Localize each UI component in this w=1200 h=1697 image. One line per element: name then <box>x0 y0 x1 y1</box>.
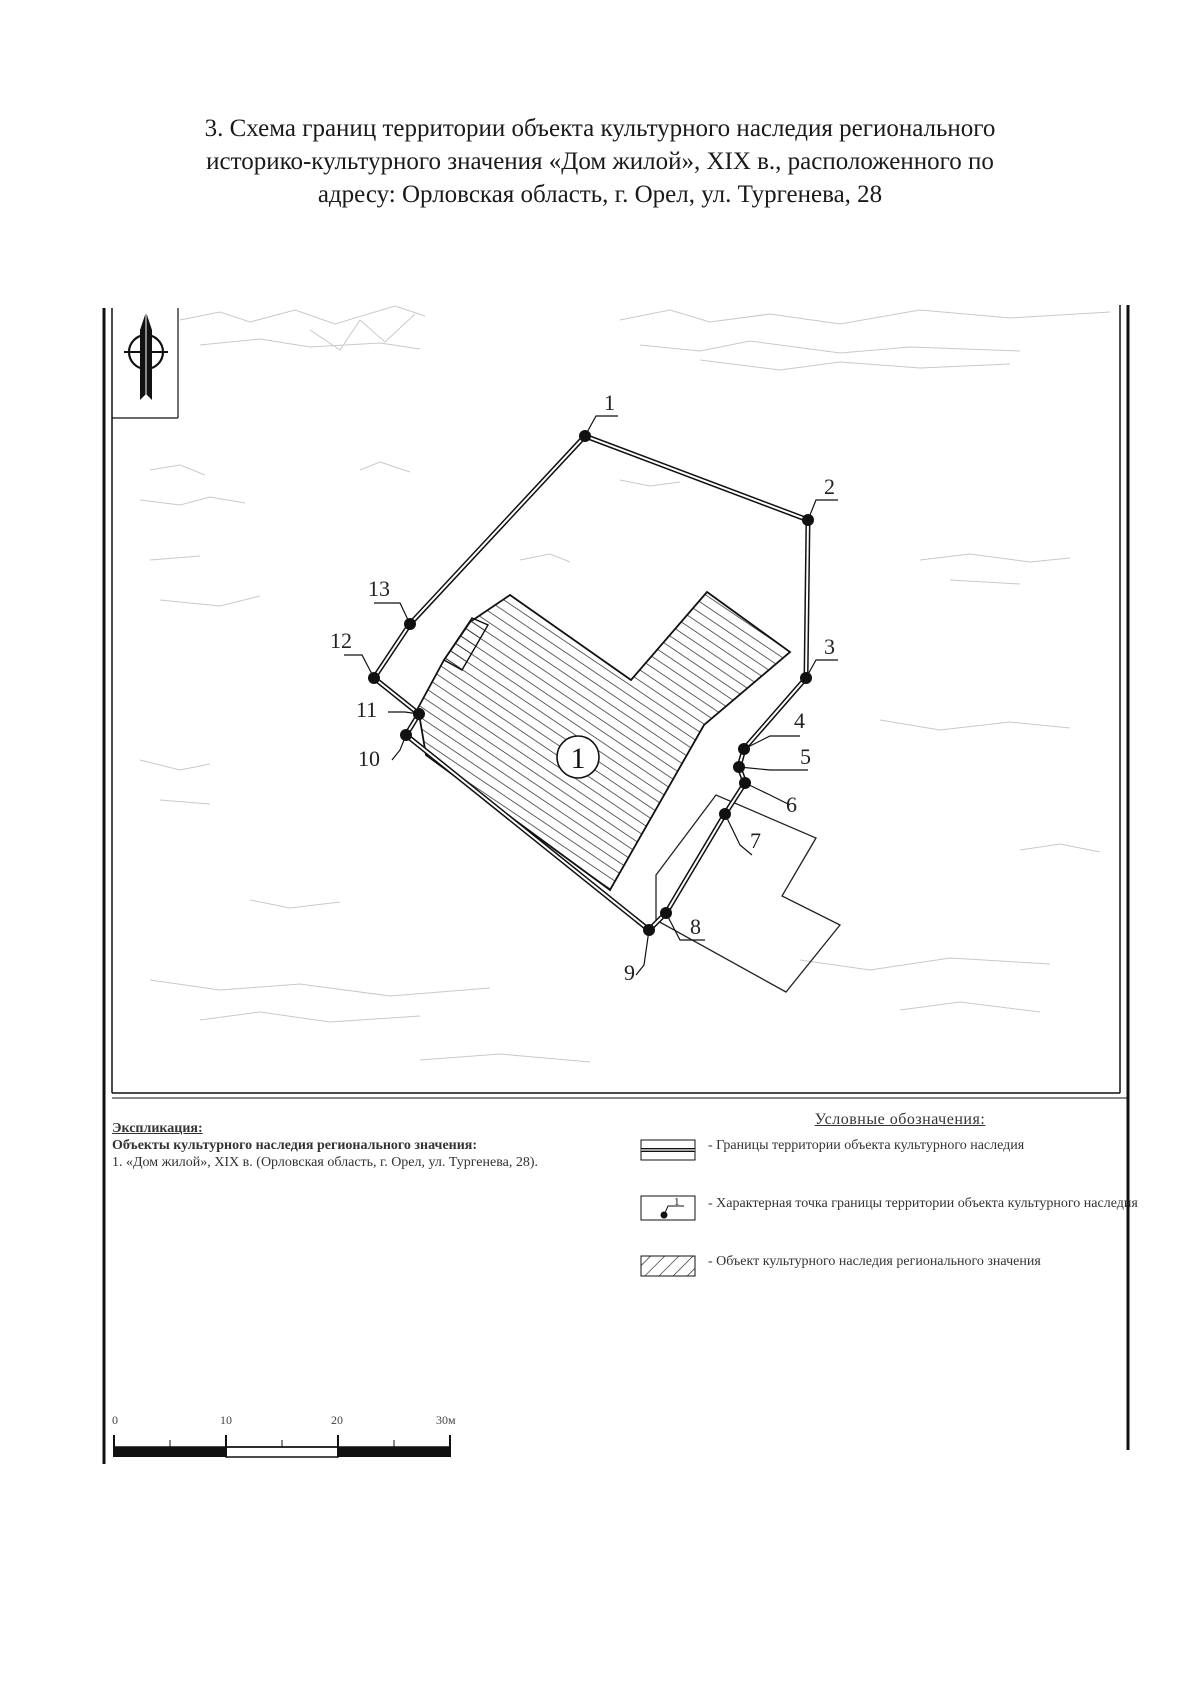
point-label-5: 5 <box>800 744 811 769</box>
boundary-point-9 <box>643 924 655 936</box>
object-number: 1 <box>570 742 586 775</box>
point-label-7: 7 <box>750 828 761 853</box>
legend-item-point <box>640 1186 1140 1244</box>
point-label-10: 10 <box>358 746 380 771</box>
explication <box>112 1120 612 1171</box>
boundary-point-3 <box>800 672 812 684</box>
adjacent-building <box>656 795 840 992</box>
scale-label-10: 10 <box>220 1413 232 1427</box>
point-label-1: 1 <box>604 390 615 415</box>
point-label-4: 4 <box>794 708 805 733</box>
legend-text-point: - Характерная точка границы территории объекта культурного наследия <box>708 1196 1138 1211</box>
title-line-1: 3. Схема границ территории объекта культурного наследия регионального <box>204 115 996 142</box>
scale-label-20: 20 <box>331 1413 343 1427</box>
legend-text-object: - Объект культурного наследия регионального значения <box>708 1254 1041 1269</box>
legend-item-boundary <box>640 1128 1140 1186</box>
boundary-point-1 <box>579 430 591 442</box>
legend-point-number: 1 <box>674 1196 680 1208</box>
explication-subheading: Объекты культурного наследия регионального значения: <box>112 1138 478 1153</box>
boundary-point-7 <box>719 808 731 820</box>
point-label-2: 2 <box>824 474 835 499</box>
boundary-point-13 <box>404 618 416 630</box>
legend-text-boundary: - Границы территории объекта культурного наследия <box>708 1138 1025 1153</box>
boundary-point-icon <box>640 1194 696 1222</box>
point-label-11: 11 <box>356 697 378 722</box>
explication-item: 1. «Дом жилой», XIX в. (Орловская область, г. Орел, ул. Тургенева, 28). <box>112 1155 539 1170</box>
boundary-point-6 <box>739 777 751 789</box>
point-label-13: 13 <box>368 576 390 601</box>
north-arrow-icon <box>124 312 168 402</box>
boundary-point-12 <box>368 672 380 684</box>
legend-heading: Условные обозначения: <box>814 1111 986 1128</box>
explication-heading: Экспликация: <box>112 1121 203 1136</box>
scale-label-30: 30м <box>436 1413 456 1427</box>
point-label-8: 8 <box>690 914 701 939</box>
legend <box>640 1112 1140 1302</box>
boundary-point-4 <box>738 743 750 755</box>
point-label-6: 6 <box>786 792 797 817</box>
scale-label-0: 0 <box>112 1413 118 1427</box>
boundary-point-2 <box>802 514 814 526</box>
point-label-3: 3 <box>824 634 835 659</box>
boundary-point-10 <box>400 729 412 741</box>
boundary-point-5 <box>733 761 745 773</box>
hatched-area-icon <box>640 1252 696 1280</box>
title-line-3: адресу: Орловская область, г. Орел, ул. Тургенева, 28 <box>317 181 883 208</box>
boundary-line-icon <box>640 1136 696 1164</box>
boundary-point-11 <box>413 708 425 720</box>
title-line-2: историко-культурного значения «Дом жилой», XIX в., расположенного по <box>206 148 994 175</box>
boundary-point-8 <box>660 907 672 919</box>
scale-bar <box>114 1435 450 1457</box>
legend-item-object <box>640 1244 1140 1302</box>
object-number-marker <box>557 736 599 778</box>
point-label-12: 12 <box>330 628 352 653</box>
point-label-9: 9 <box>624 960 635 985</box>
